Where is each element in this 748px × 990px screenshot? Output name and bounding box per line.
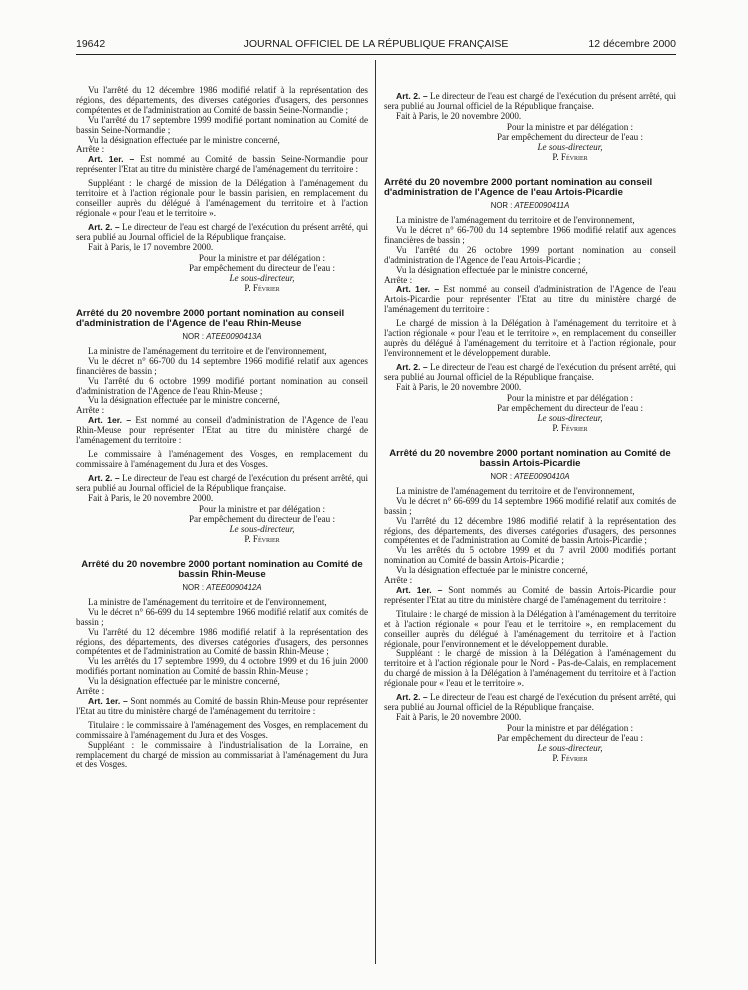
- nor-reference: [76, 332, 368, 341]
- article-1: [76, 697, 368, 717]
- signature-line: Par empêchement du directeur de l'eau :: [496, 131, 644, 142]
- paragraph: Titulaire : le chargé de mission à la Délégation à l'aménagement du territoire et à l'action régionale « pour l'eau et le territoire », en remplacement du conseiller auprès du délégué à l'aménagement du territoire et à l'action régionale, pour l'environnement et le développement durable.: [384, 608, 676, 649]
- article-2: [384, 363, 676, 383]
- arrete-label: Arrête :: [76, 405, 105, 416]
- paragraph: Vu le décret n° 66-700 du 14 septembre 1966 modifié relatif aux agences financières de bassin ;: [76, 355, 368, 376]
- paragraph: Vu la désignation effectuée par le ministre concerné,: [396, 565, 588, 576]
- nor-code: ATEE0090411A: [514, 201, 570, 211]
- article-label: Art. 2. –: [88, 221, 120, 232]
- paragraph: Vu les arrêtés du 5 octobre 1999 et du 7 avril 2000 modifiés portant nomination au Comité de bassin Artois-Picardie ;: [384, 545, 676, 566]
- signature-line: Par empêchement du directeur de l'eau :: [188, 513, 336, 524]
- article-text: Est nommé au conseil d'administration de l'Agence de l'eau Rhin-Meuse pour représenter l'Etat au titre du ministère chargé de l'aménagement du territoire :: [76, 415, 369, 446]
- paragraph: Vu l'arrêté du 26 octobre 1999 portant nomination au conseil d'administration de l'Agence de l'eau Artois-Picardie ;: [384, 244, 676, 265]
- decree-title: Arrêté du 20 novembre 2000 portant nomination au Comité de bassin Rhin-Meuse: [81, 558, 363, 580]
- nor-reference: [384, 472, 676, 481]
- article-1: [76, 416, 368, 446]
- article-text: Le directeur de l'eau est chargé de l'exécution du présent arrêté, qui sera publié au Journal officiel de la République française.: [384, 91, 676, 111]
- paragraph: Suppléant : le chargé de mission à la Délégation à l'aménagement du territoire et à l'action régionale pour le Nord - Pas-de-Calais, en remplacement du chargé de mission à la Délégation à l'aménagement du territoire et à l'action régionale pour « l'eau et le territoire ».: [384, 648, 676, 689]
- paragraph: Vu le décret n° 66-699 du 14 septembre 1966 modifié relatif aux comités de bassin ;: [384, 495, 676, 516]
- signature-line: Pour la ministre et par délégation :: [198, 503, 326, 514]
- paragraph: Suppléant : le commissaire à l'industrialisation de la Lorraine, en remplacement du chargé de mission au commissariat à l'aménagement du Jura et des Vosges.: [76, 739, 368, 770]
- page-number: 19642: [76, 38, 106, 50]
- paragraph: Vu l'arrêté du 12 décembre 1986 modifié relatif à la représentation des régions, des départements, des diverses catégories d'usagers, des personnes compétentes et de l'administration au Comité de bassin Artois-Picardie ;: [384, 515, 676, 546]
- signature-line: Par empêchement du directeur de l'eau :: [496, 732, 644, 743]
- article-text: Sont nommés au Comité de bassin Artois-Picardie pour représenter l'Etat au titre du ministère chargé de l'aménagement du territoire :: [384, 585, 677, 605]
- signature-name: P. Février: [244, 533, 280, 544]
- paragraph: Vu l'arrêté du 6 octobre 1999 modifié portant nomination au conseil d'administration de l'Agence de l'eau Rhin-Meuse ;: [76, 375, 368, 396]
- paragraph: Vu le décret n° 66-700 du 14 septembre 1966 modifié relatif aux agences financières de bassin ;: [384, 225, 676, 245]
- paragraph: La ministre de l'aménagement du territoire et de l'environnement,: [396, 485, 635, 496]
- decree-title: Arrêté du 20 novembre 2000 portant nomination au conseil d'administration de l'Agence de l'eau Rhin-Meuse: [76, 307, 345, 329]
- arrete-label: Arrête :: [384, 575, 413, 586]
- article-1: [76, 155, 368, 175]
- signature-line: Pour la ministre et par délégation :: [506, 121, 634, 132]
- nor-reference: [384, 201, 676, 210]
- paragraph: Titulaire : le commissaire à l'aménagement des Vosges, en remplacement du commissaire à l'aménagement du Jura et des Vosges.: [76, 719, 368, 740]
- signature-block: [464, 723, 676, 763]
- signature-name: P. Février: [244, 282, 280, 293]
- left-column: [76, 86, 368, 770]
- article-label: Art. 2. –: [396, 361, 428, 372]
- signature-block: [464, 122, 676, 162]
- article-2: [76, 223, 368, 243]
- article-2: [384, 92, 676, 112]
- signature-line: Par empêchement du directeur de l'eau :: [188, 262, 336, 273]
- article-text: Est nommé au conseil d'administration de l'Agence de l'eau Artois-Picardie pour représenter l'Etat au titre du ministère chargé de l'aménagement du territoire :: [384, 284, 677, 315]
- paragraph: Vu l'arrêté du 12 décembre 1986 modifié relatif à la représentation des régions, des départements, des diverses catégories d'usagers, des personnes compétentes et de l'administration au Comité de bassin Seine-Normandie ;: [76, 85, 368, 115]
- nor-code: ATEE0090412A: [206, 582, 262, 592]
- fait-line: Fait à Paris, le 17 novembre 2000.: [88, 241, 214, 252]
- nor-label: NOR :: [182, 582, 205, 592]
- fait-line: Fait à Paris, le 20 novembre 2000.: [396, 110, 522, 121]
- journal-title: JOURNAL OFFICIEL DE LA RÉPUBLIQUE FRANÇAISE: [243, 38, 509, 50]
- paragraph: Vu les arrêtés du 17 septembre 1999, du 4 octobre 1999 et du 16 juin 2000 modifiés portant nomination au Comité de bassin Rhin-Meuse ;: [76, 656, 368, 677]
- signature-name: P. Février: [552, 422, 588, 433]
- fait-line: Fait à Paris, le 20 novembre 2000.: [396, 711, 522, 722]
- signature-line: Pour la ministre et par délégation :: [506, 392, 634, 403]
- article-text: Sont nommés au Comité de bassin Rhin-Meuse pour représenter l'Etat au titre du ministère chargé de l'aménagement du territoire :: [76, 695, 369, 716]
- nor-code: ATEE0090413A: [206, 331, 262, 341]
- nor-label: NOR :: [490, 201, 513, 211]
- article-text: Le directeur de l'eau est chargé de l'exécution du présent arrêté, qui sera publié au Journal officiel de la République française.: [384, 361, 676, 382]
- signature-role: Le sous-directeur,: [537, 412, 603, 423]
- issue-date: 12 décembre 2000: [588, 38, 676, 50]
- article-label: Art. 2. –: [396, 692, 428, 703]
- article-label: Art. 2. –: [88, 472, 120, 483]
- article-label: Art. 2. –: [396, 91, 428, 101]
- signature-block: [156, 253, 368, 293]
- arrete-label: Arrête :: [76, 686, 105, 697]
- article-label: Art. 1er. –: [396, 585, 443, 595]
- signature-block: [156, 504, 368, 544]
- paragraph: Vu la désignation effectuée par le ministre concerné,: [88, 134, 280, 145]
- decree-title: Arrêté du 20 novembre 2000 portant nomination au conseil d'administration de l'Agence de l'eau Artois-Picardie: [384, 176, 653, 198]
- article-2: [384, 693, 676, 713]
- article-label: Art. 1er. –: [88, 415, 132, 426]
- article-1: [384, 586, 676, 606]
- paragraph: Le chargé de mission à la Délégation à l'aménagement du territoire et à l'action régionale « pour l'eau et le territoire », en remplacement du conseiller auprès du délégué à l'aménagement du territoire et à l'action régionale, pour l'environnement et le développement durable.: [384, 318, 676, 358]
- article-2: [76, 474, 368, 494]
- page-header: [76, 38, 676, 55]
- article-text: Le directeur de l'eau est chargé de l'exécution du présent arrêté, qui sera publié au Journal officiel de la République française.: [76, 472, 368, 493]
- nor-reference: [76, 583, 368, 592]
- signature-role: Le sous-directeur,: [537, 742, 603, 753]
- fait-line: Fait à Paris, le 20 novembre 2000.: [88, 492, 214, 503]
- decree-title: Arrêté du 20 novembre 2000 portant nomination au Comité de bassin Artois-Picardie: [389, 447, 671, 469]
- article-1: [384, 285, 676, 315]
- signature-role: Le sous-directeur,: [229, 523, 295, 534]
- nor-label: NOR :: [182, 331, 205, 341]
- article-text: Est nommé au Comité de bassin Seine-Normandie pour représenter l'Etat au titre du ministère chargé de l'aménagement du territoire :: [76, 154, 368, 175]
- paragraph: La ministre de l'aménagement du territoire et de l'environnement,: [396, 215, 635, 226]
- paragraph: Vu le décret n° 66-699 du 14 septembre 1966 modifié relatif aux comités de bassin ;: [76, 606, 368, 627]
- signature-block: [464, 393, 676, 433]
- paragraph: Vu l'arrêté du 12 décembre 1986 modifié relatif à la représentation des régions, des départements, des diverses catégories d'usagers, des personnes compétentes et de l'administration au Comité de bassin Rhin-Meuse ;: [76, 626, 368, 657]
- signature-name: P. Février: [552, 151, 588, 162]
- paragraph: La ministre de l'aménagement du territoire et de l'environnement,: [88, 345, 327, 356]
- paragraph: Le commissaire à l'aménagement des Vosges, en remplacement du commissaire à l'aménagement du Jura et des Vosges.: [76, 448, 368, 469]
- signature-line: Pour la ministre et par délégation :: [506, 722, 634, 733]
- fait-line: Fait à Paris, le 20 novembre 2000.: [396, 381, 522, 392]
- article-text: Le directeur de l'eau est chargé de l'exécution du présent arrêté, qui sera publié au Journal officiel de la République française.: [76, 221, 368, 242]
- signature-name: P. Février: [552, 752, 588, 763]
- nor-code: ATEE0090410A: [514, 471, 570, 481]
- article-label: Art. 1er. –: [88, 695, 128, 706]
- nor-label: NOR :: [490, 471, 513, 481]
- paragraph: Vu la désignation effectuée par le ministre concerné,: [396, 264, 588, 275]
- column-divider: [375, 60, 376, 964]
- signature-role: Le sous-directeur,: [229, 272, 295, 283]
- arrete-label: Arrête :: [76, 144, 105, 155]
- arrete-label: Arrête :: [384, 274, 413, 285]
- signature-line: Pour la ministre et par délégation :: [198, 252, 326, 263]
- signature-role: Le sous-directeur,: [537, 141, 603, 152]
- article-label: Art. 1er. –: [396, 284, 440, 295]
- paragraph: La ministre de l'aménagement du territoire et de l'environnement,: [88, 596, 327, 607]
- right-column: [384, 92, 676, 763]
- paragraph: Vu l'arrêté du 17 septembre 1999 modifié portant nomination au Comité de bassin Seine-Normandie ;: [76, 114, 368, 135]
- paragraph: Vu la désignation effectuée par le ministre concerné,: [88, 676, 280, 687]
- article-text: Le directeur de l'eau est chargé de l'exécution du présent arrêté, qui sera publié au Journal officiel de la République française.: [384, 692, 676, 712]
- paragraph: Vu la désignation effectuée par le ministre concerné,: [88, 395, 280, 406]
- article-label: Art. 1er. –: [88, 154, 135, 165]
- signature-line: Par empêchement du directeur de l'eau :: [496, 402, 644, 413]
- paragraph: Suppléant : le chargé de mission de la Délégation à l'aménagement du territoire et à l'action régionale pour le bassin parisien, en remplacement du conseiller auprès du délégué à l'aménagement du territoire et à l'action régionale « pour l'eau et le territoire ».: [76, 178, 368, 218]
